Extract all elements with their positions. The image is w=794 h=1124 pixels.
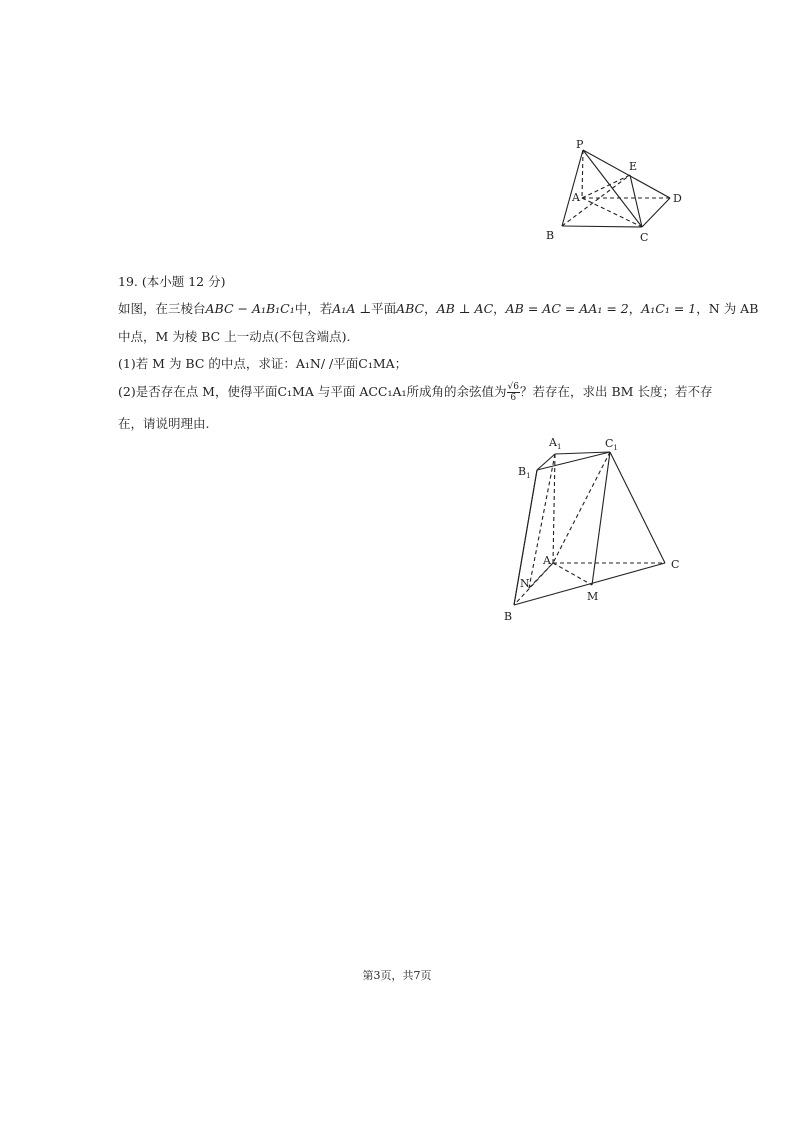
figure-pyramid (530, 130, 700, 250)
problem-part-1: (1)若 M 为 BC 的中点，求证：A₁N/ /平面C₁MA； (118, 356, 408, 371)
label-P: P (576, 138, 584, 151)
label-A: A (543, 554, 551, 567)
problem-line-2: 中点，M 为棱 BC 上一动点(不包含端点). (118, 329, 351, 344)
label-A: A (572, 191, 580, 204)
label-A1: $A_1$ (549, 436, 562, 451)
problem-part-2-cont: 在，请说明理由. (118, 416, 210, 431)
label-E: E (629, 160, 638, 173)
label-C1: $C_1$ (605, 437, 618, 452)
label-B: B (504, 610, 513, 623)
figure-frustum (495, 430, 695, 630)
page-footer: 第3页，共7页 (362, 969, 432, 982)
problem-line-1: 如图，在三棱台ABC − A₁B₁C₁中，若A₁A ⊥平面ABC，AB ⊥ AC，AB = AC = AA₁ = 2，A₁C₁ = 1，N 为 AB (118, 301, 759, 316)
problem-header: 19. (本小题 12 分) (118, 274, 226, 289)
label-C: C (640, 231, 649, 244)
label-B1: $B_1$ (518, 465, 531, 480)
label-B: B (546, 229, 555, 242)
label-N: N (520, 577, 530, 590)
fraction-sqrt6-over-6: $\frac{√6}{6}$ (507, 382, 520, 403)
label-M: M (587, 590, 599, 603)
label-C: C (671, 558, 680, 571)
problem-part-2: (2)是否存在点 M，使得平面C₁MA 与平面 ACC₁A₁所成角的余弦值为 $\frac{√6}{6}$ ？若存在，求出 BM 长度；若不存 (118, 382, 713, 403)
label-D: D (673, 192, 682, 205)
